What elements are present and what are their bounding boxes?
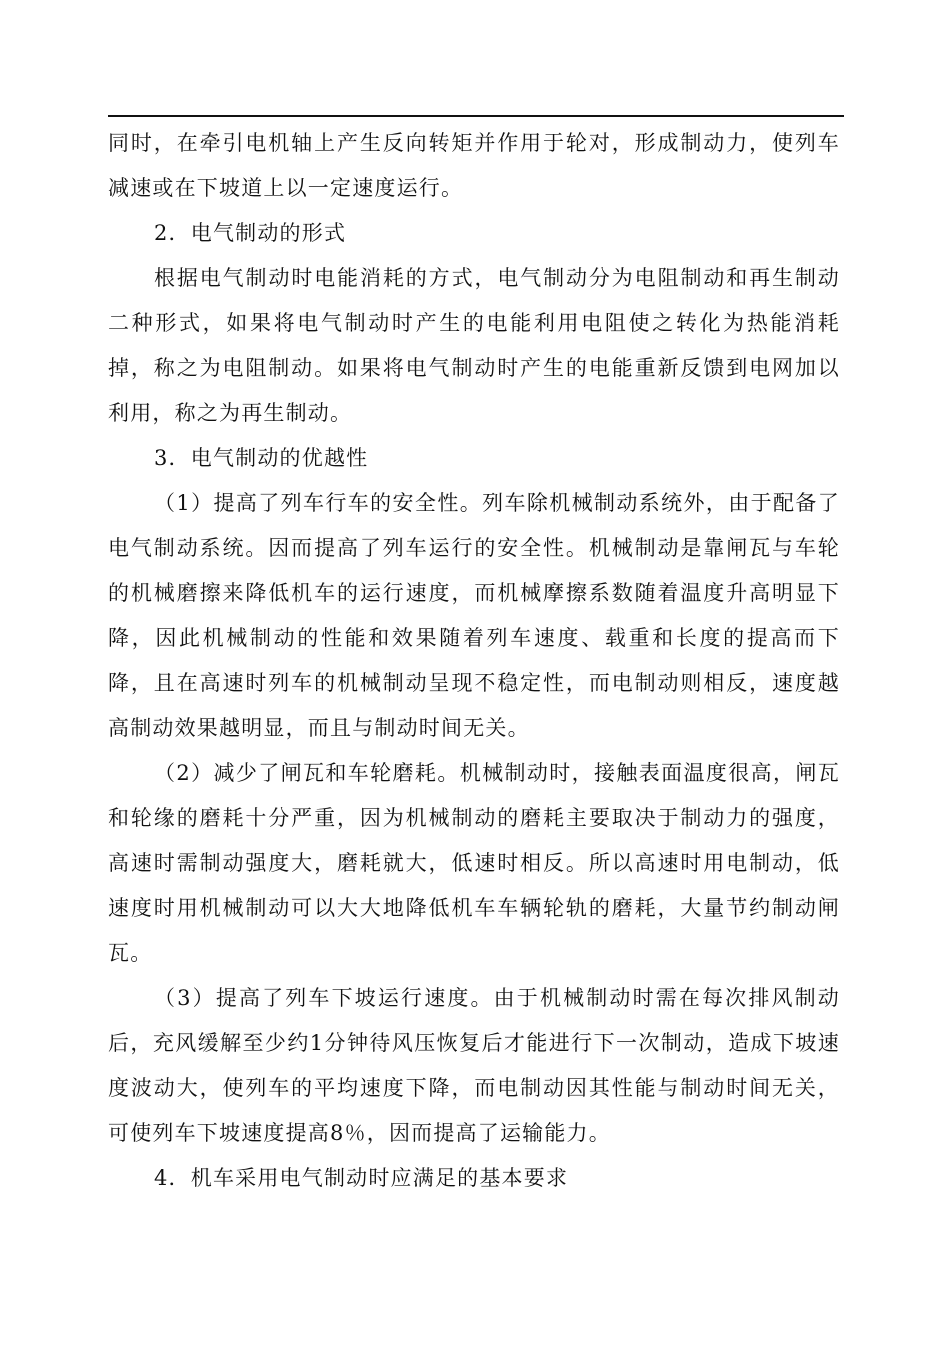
paragraph-advantage-3: （3）提高了列车下坡运行速度。由于机械制动时需在每次排风制动后，充风缓解至少约1分钟待风压恢复后才能进行下一次制动，造成下坡速度波动大，使列车的平均速度下降，而电制动因其性能与制动时间无关，可使列车下坡速度提高8％，因而提高了运输能力。 (108, 986, 840, 1145)
header-rule (108, 115, 844, 117)
section-heading-3: 3．电气制动的优越性 (154, 446, 369, 470)
section-heading-4: 4．机车采用电气制动时应满足的基本要求 (154, 1166, 569, 1190)
section-heading-2: 2．电气制动的形式 (154, 221, 347, 245)
paragraph-advantage-2: （2）减少了闸瓦和车轮磨耗。机械制动时，接触表面温度很高，闸瓦和轮缘的磨耗十分严重，因为机械制动的磨耗主要取决于制动力的强度，高速时需制动强度大，磨耗就大，低速时相反。所以高速时用电制动，低速度时用机械制动可以大大地降低机车车辆轮轨的磨耗，大量节约制动闸瓦。 (108, 761, 840, 965)
paragraph-brake-forms: 根据电气制动时电能消耗的方式，电气制动分为电阻制动和再生制动二种形式，如果将电气制动时产生的电能利用电阻使之转化为热能消耗掉，称之为电阻制动。如果将电气制动时产生的电能重新反馈到电网加以利用，称之为再生制动。 (108, 266, 840, 425)
paragraph-advantage-1: （1）提高了列车行车的安全性。列车除机械制动系统外，由于配备了电气制动系统。因而提高了列车运行的安全性。机械制动是靠闸瓦与车轮的机械磨擦来降低机车的运行速度，而机械摩擦系数随着温度升高明显下降，因此机械制动的性能和效果随着列车速度、载重和长度的提高而下降，且在高速时列车的机械制动呈现不稳定性，而电制动则相反，速度越高制动效果越明显，而且与制动时间无关。 (108, 491, 840, 740)
paragraph-continued: 同时，在牵引电机轴上产生反向转矩并作用于轮对，形成制动力，使列车减速或在下坡道上以一定速度运行。 (108, 131, 840, 200)
document-body (108, 121, 840, 1201)
